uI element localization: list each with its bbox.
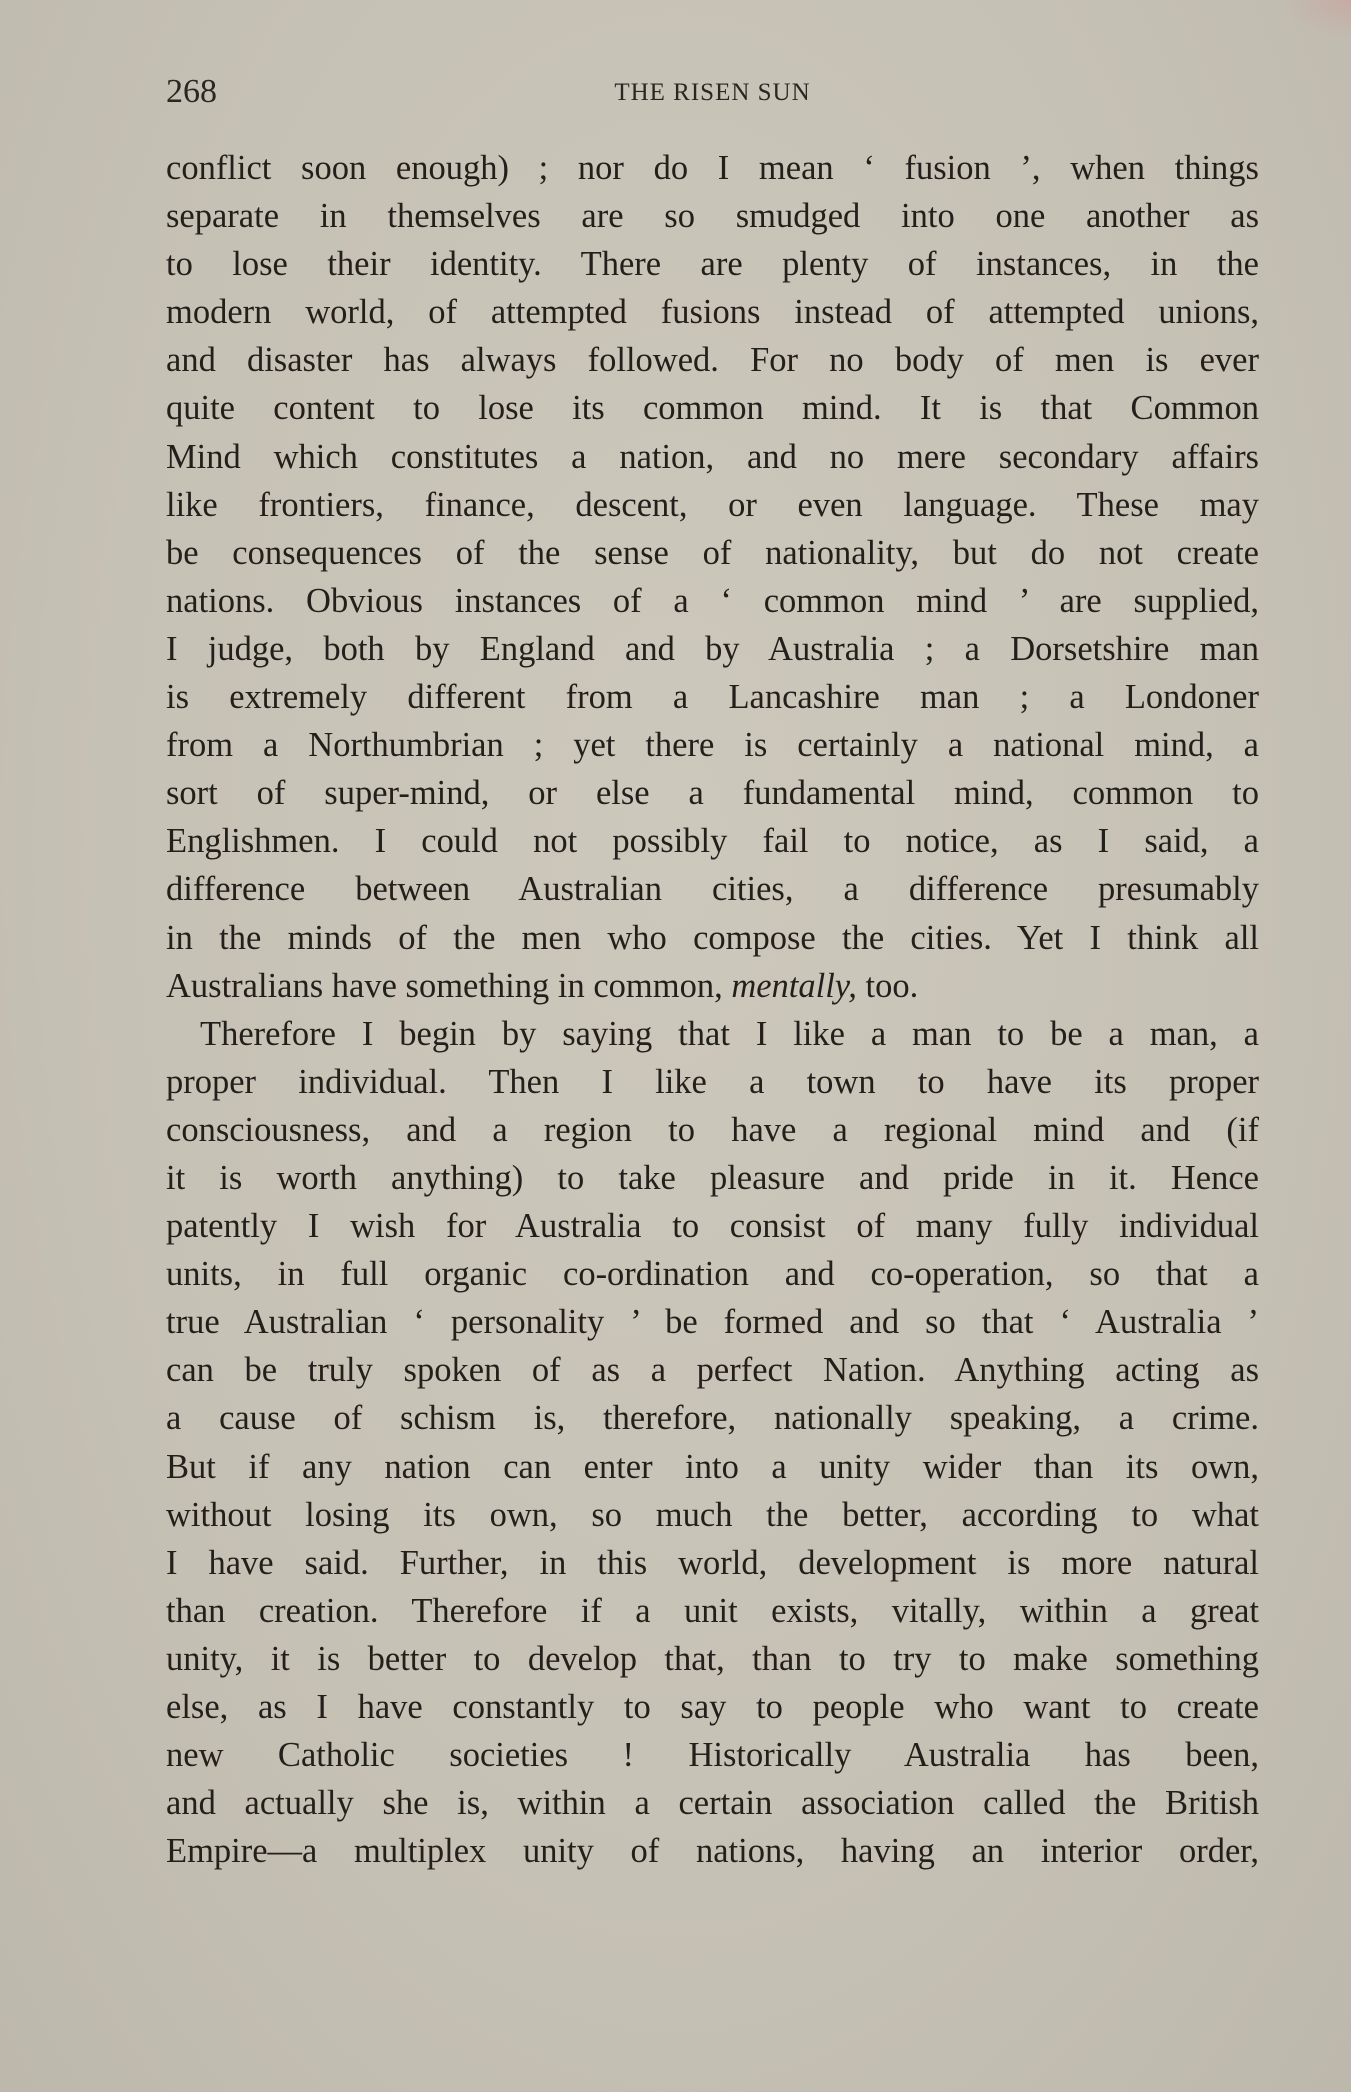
paragraph-last-line xyxy=(166,962,1259,1010)
text-line: I judge, both by England and by Australia ; a Dorsetshire man xyxy=(166,629,1259,668)
text-line: conflict soon enough) ; nor do I mean ‘ fusion ’, when things xyxy=(166,149,1259,187)
text-segment: Australians have something in common, xyxy=(166,966,732,1005)
page-corner-stain xyxy=(1281,0,1351,40)
text-segment: too. xyxy=(856,966,919,1005)
text-line: unity, it is better to develop that, than to try to make something xyxy=(166,1639,1259,1678)
text-line: than creation. Therefore if a unit exists, vitally, within a great xyxy=(166,1591,1259,1630)
text-line: like frontiers, finance, descent, or even language. These may xyxy=(166,485,1259,524)
text-line: true Australian ‘ personality ’ be formed and so that ‘ Australia ’ xyxy=(166,1303,1259,1342)
text-line: new Catholic societies ! Historically Australia has been, xyxy=(166,1736,1259,1775)
text-line: and disaster has always followed. For no body of men is ever xyxy=(166,341,1259,380)
text-line: can be truly spoken of as a perfect Nation. Anything acting as xyxy=(166,1351,1259,1390)
text-line: patently I wish for Australia to consist of many fully individual xyxy=(166,1207,1259,1246)
running-head: THE RISEN SUN xyxy=(614,79,811,106)
text-line: consciousness, and a region to have a regional mind and (if xyxy=(166,1110,1259,1149)
text-line: separate in themselves are so smudged into one another as xyxy=(166,197,1259,236)
page-header xyxy=(166,72,1259,112)
text-line: Englishmen. I could not possibly fail to notice, as I said, a xyxy=(166,822,1259,861)
text-line: proper individual. Then I like a town to have its proper xyxy=(166,1062,1259,1101)
text-line: sort of super-mind, or else a fundamental mind, common to xyxy=(166,774,1259,813)
text-line: nations. Obvious instances of a ‘ common mind ’ are supplied, xyxy=(166,581,1259,620)
body-text xyxy=(166,144,1259,1875)
text-line: be consequences of the sense of nationality, but do not create xyxy=(166,533,1259,572)
text-line: in the minds of the men who compose the cities. Yet I think all xyxy=(166,918,1259,957)
text-line: Empire—a multiplex unity of nations, having an interior order, xyxy=(166,1832,1259,1871)
text-line: without losing its own, so much the better, according to what xyxy=(166,1495,1259,1534)
italic-emphasis: mentally, xyxy=(731,966,857,1005)
page-number: 268 xyxy=(166,73,217,110)
text-line: is extremely different from a Lancashire man ; a Londoner xyxy=(166,678,1259,717)
text-line: But if any nation can enter into a unity wider than its own, xyxy=(166,1447,1259,1486)
text-line: it is worth anything) to take pleasure and pride in it. Hence xyxy=(166,1158,1259,1197)
text-line: and actually she is, within a certain association called the British xyxy=(166,1784,1259,1823)
text-line: from a Northumbrian ; yet there is certainly a national mind, a xyxy=(166,726,1259,765)
text-line: to lose their identity. There are plenty of instances, in the xyxy=(166,245,1259,284)
text-line: a cause of schism is, therefore, nationally speaking, a crime. xyxy=(166,1399,1259,1438)
text-line: Mind which constitutes a nation, and no mere secondary affairs xyxy=(166,437,1259,476)
paragraph-first-line: Therefore I begin by saying that I like a man to be a man, a xyxy=(200,1014,1259,1053)
text-line: I have said. Further, in this world, development is more natural xyxy=(166,1543,1259,1582)
text-line: units, in full organic co-ordination and co-operation, so that a xyxy=(166,1255,1259,1294)
text-line: modern world, of attempted fusions instead of attempted unions, xyxy=(166,293,1259,332)
text-line: else, as I have constantly to say to people who want to create xyxy=(166,1688,1259,1726)
text-line: quite content to lose its common mind. It is that Common xyxy=(166,389,1259,428)
text-line: difference between Australian cities, a difference presumably xyxy=(166,870,1259,909)
